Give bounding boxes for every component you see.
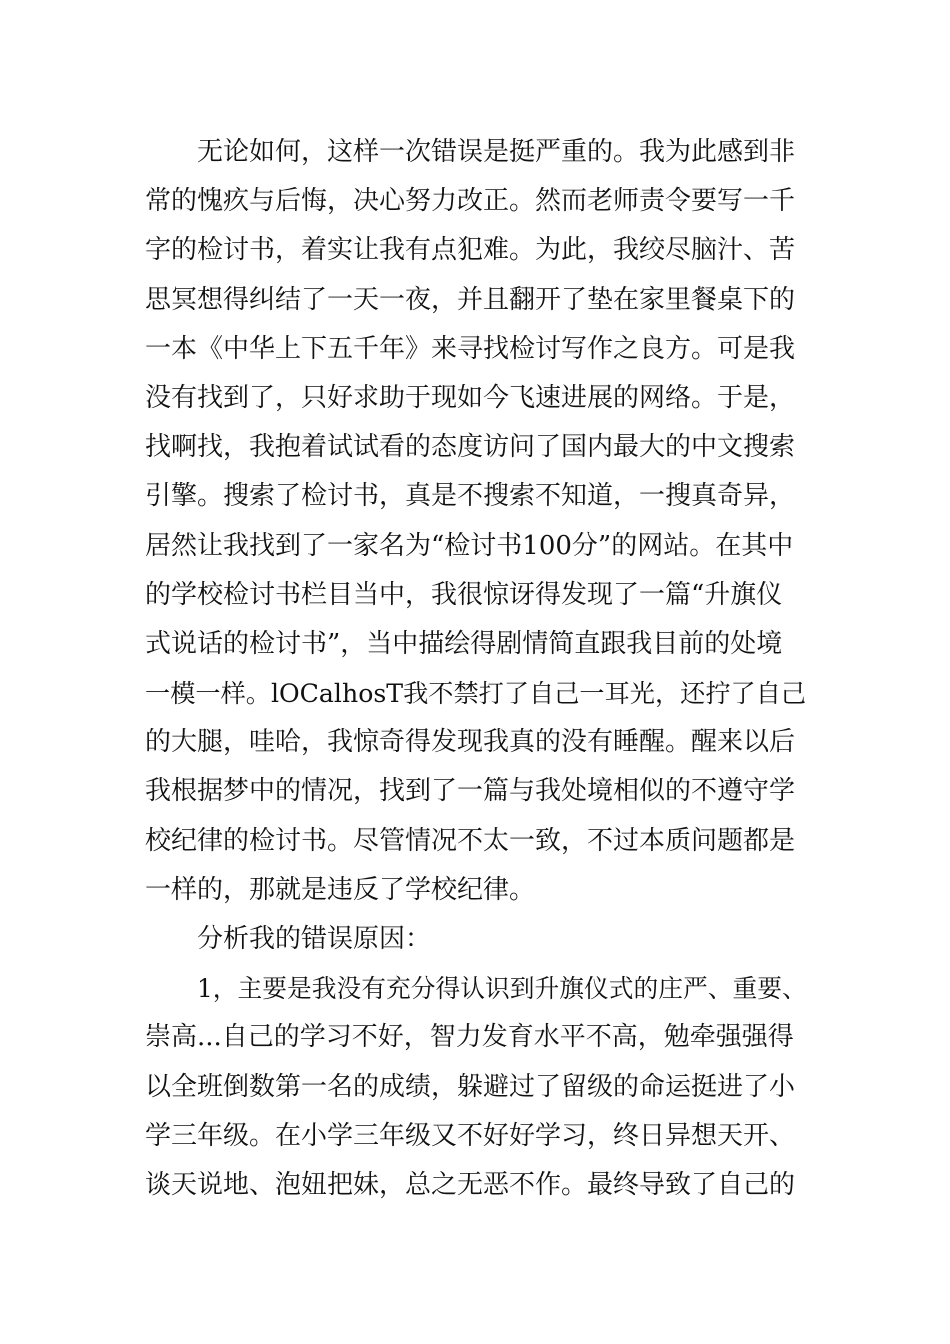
text-line: 学三年级。在小学三年级又不好好学习，终日异想天开、 [145,1120,796,1151]
text-line: 思冥想得纠结了一天一夜，并且翻开了垫在家里餐桌下的 [145,284,796,315]
text-line: 引擎。搜索了检讨书，真是不搜索不知道，一搜真奇异， [145,481,796,512]
text-line: 一本《中华上下五千年》来寻找检讨写作之良方。可是我 [145,333,796,364]
text-line: 常的愧疚与后悔，决心努力改正。然而老师责令要写一千 [145,186,796,217]
section-heading: 分析我的错误原因： [197,924,432,954]
text-line: 谈天说地、泡妞把妹，总之无恶不作。最终导致了自己的 [145,1169,796,1200]
text-line: 我根据梦中的情况，找到了一篇与我处境相似的不遵守学 [145,776,796,807]
text-line: 崇高...自己的学习不好，智力发育水平不高，勉牵强强得 [145,1022,794,1053]
text-line: 居然让我找到了一家名为“检讨书100分”的网站。在其中 [145,530,794,561]
text-line: 字的检讨书，着实让我有点犯难。为此，我绞尽脑汁、苦 [145,235,796,266]
list-item-start: 1，主要是我没有充分得认识到升旗仪式的庄严、重要、 [197,974,807,1004]
text-line: 无论如何，这样一次错误是挺严重的。我为此感到非 [197,137,796,167]
text-line: 以全班倒数第一名的成绩，躲避过了留级的命运挺进了小 [145,1071,796,1102]
text-line: 没有找到了，只好求助于现如今飞速进展的网络。于是， [145,382,796,413]
text-line: 一样的，那就是违反了学校纪律。 [145,874,536,905]
text-line: 的学校检讨书栏目当中，我很惊讶得发现了一篇“升旗仪 [145,579,783,610]
text-line: 的大腿，哇哈，我惊奇得发现我真的没有睡醒。醒来以后 [145,727,796,758]
text-line: 校纪律的检讨书。尽管情况不太一致，不过本质问题都是 [145,825,796,856]
document-body [145,128,810,1210]
text-line: 一模一样。lOCalhosT我不禁打了自己一耳光，还拧了自己 [145,679,807,709]
text-line: 式说话的检讨书”，当中描绘得剧情简直跟我目前的处境 [145,628,783,659]
text-line: 找啊找，我抱着试试看的态度访问了国内最大的中文搜索 [145,432,796,463]
